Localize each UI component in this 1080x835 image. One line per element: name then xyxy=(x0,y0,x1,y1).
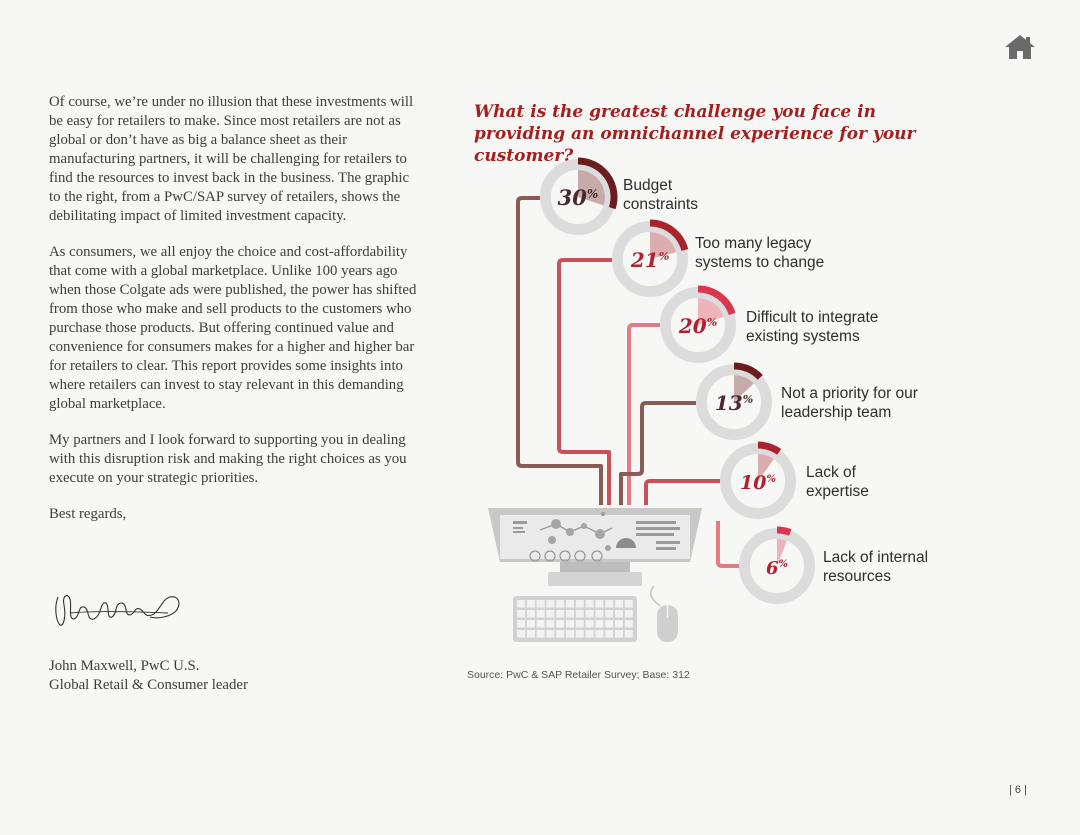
keyboard-key xyxy=(625,610,633,618)
keyboard-key xyxy=(527,630,535,638)
item-label-budget xyxy=(623,176,823,214)
item-label-line: Lack of xyxy=(806,464,856,481)
keyboard-key xyxy=(517,600,525,608)
keyboard-key xyxy=(576,600,584,608)
keyboard-key xyxy=(615,600,623,608)
keyboard-key xyxy=(605,630,613,638)
item-label-line: leadership team xyxy=(781,404,892,421)
keyboard-key xyxy=(537,630,545,638)
item-label-line: existing systems xyxy=(746,328,860,345)
keyboard-key xyxy=(576,610,584,618)
donut-chart-5 xyxy=(726,445,791,514)
signer-title: Global Retail & Consumer leader xyxy=(49,677,248,693)
item-label-line: Too many legacy xyxy=(695,235,812,252)
keyboard-key xyxy=(625,600,633,608)
signer-name: John Maxwell, PwC U.S. xyxy=(49,658,200,674)
chart-title: What is the greatest challenge you face in providing an omnichannel experience for your customer? xyxy=(474,102,916,166)
keyboard-key xyxy=(595,600,603,608)
item-label-priority xyxy=(781,384,981,422)
donut-chart-2 xyxy=(618,223,685,292)
item-label-line: systems to change xyxy=(695,254,825,271)
keyboard-key xyxy=(586,630,594,638)
donut-value-label: 20% xyxy=(678,314,718,338)
keyboard-key xyxy=(556,620,564,628)
item-label-line: Lack of internal xyxy=(823,549,929,566)
keyboard-key xyxy=(566,630,574,638)
mouse-illustration xyxy=(651,586,678,642)
keyboard-key xyxy=(595,620,603,628)
keyboard-key xyxy=(517,630,525,638)
keyboard-key xyxy=(586,600,594,608)
keyboard-key xyxy=(566,610,574,618)
donut-chart-3 xyxy=(666,289,733,358)
keyboard-key xyxy=(605,600,613,608)
donut-value-label: 21% xyxy=(630,248,670,272)
computer-monitor-illustration xyxy=(488,508,702,586)
item-label-integrate xyxy=(746,308,946,346)
connector-line-2 xyxy=(559,260,612,505)
letter-paragraph-2: As consumers, we all enjoy the choice and cost-affordability that come with a global marketplace. Unlike 100 years ago when those Colgate ads were published, the power has shifted from those who make and sell products to the customers who purchase those products. But offering continued value and convenience for consumers makes for a higher and higher bar for retailers to clear. This report provides some insights into where retailers can invest to stay relevant in this demanding global marketplace. xyxy=(49,244,417,412)
keyboard-key xyxy=(546,630,554,638)
connector-line-5 xyxy=(646,481,720,505)
item-label-line: Budget xyxy=(623,177,673,194)
letter-closing: Best regards, xyxy=(49,506,127,522)
item-label-legacy xyxy=(695,234,895,272)
keyboard-key xyxy=(537,600,545,608)
item-label-resources xyxy=(823,548,1023,586)
keyboard-key xyxy=(625,620,633,628)
connector-line-3 xyxy=(629,325,660,505)
keyboard-key xyxy=(556,630,564,638)
item-label-line: constraints xyxy=(623,196,698,213)
item-label-expertise xyxy=(806,463,1006,501)
keyboard-key xyxy=(605,620,613,628)
connector-line-6 xyxy=(718,521,740,566)
donut-value-label: 13% xyxy=(714,391,754,415)
item-label-line: Difficult to integrate xyxy=(746,309,879,326)
item-label-line: resources xyxy=(823,568,892,585)
keyboard-key xyxy=(615,630,623,638)
keyboard-key xyxy=(586,620,594,628)
donut-value-label: 6% xyxy=(765,558,789,579)
keyboard-key xyxy=(556,600,564,608)
item-label-line: expertise xyxy=(806,483,869,500)
keyboard-key xyxy=(615,610,623,618)
keyboard-key xyxy=(576,620,584,628)
keyboard-key xyxy=(546,610,554,618)
letter-paragraph-1: Of course, we’re under no illusion that these investments will be easy for retailers to make. Since most retailers are not as global or don’t have as big a balance sheet as their manufacturing partners, it will be challenging for retailers to find the resources to invest back in the business. The graphic to the right, from a PwC/SAP survey of retailers, shows the debilitating impact of limited investment capacity. xyxy=(49,94,414,224)
keyboard-key xyxy=(537,610,545,618)
donut-chart-6 xyxy=(745,530,810,599)
keyboard-key xyxy=(576,630,584,638)
page-number: | 6 | xyxy=(1009,784,1027,796)
chart-source: Source: PwC & SAP Retailer Survey; Base: 312 xyxy=(467,669,690,681)
keyboard-key xyxy=(556,610,564,618)
keyboard-key xyxy=(517,610,525,618)
keyboard-key xyxy=(595,630,603,638)
keyboard-key xyxy=(537,620,545,628)
donut-value-label: 10% xyxy=(740,472,776,494)
keyboard-key xyxy=(566,620,574,628)
letter-paragraph-3: My partners and I look forward to supporting you in dealing with this disruption risk and making the right choices as you execute on your strategic priorities. xyxy=(49,432,407,486)
donut-chart-1 xyxy=(546,161,615,230)
keyboard-key xyxy=(615,620,623,628)
keyboard-key xyxy=(527,600,535,608)
keyboard-key xyxy=(566,600,574,608)
donut-slice-arc xyxy=(777,530,790,533)
keyboard-key xyxy=(546,600,554,608)
connector-line-4 xyxy=(621,403,696,505)
keyboard-key xyxy=(517,620,525,628)
keyboard-key xyxy=(625,630,633,638)
donut-value-label: 30% xyxy=(557,185,599,210)
keyboard-illustration xyxy=(513,596,637,642)
item-label-line: Not a priority for our xyxy=(781,385,918,402)
keyboard-key xyxy=(527,610,535,618)
keyboard-key xyxy=(595,610,603,618)
keyboard-key xyxy=(605,610,613,618)
donut-chart-4 xyxy=(702,366,767,435)
keyboard-key xyxy=(527,620,535,628)
keyboard-key xyxy=(546,620,554,628)
keyboard-key xyxy=(586,610,594,618)
